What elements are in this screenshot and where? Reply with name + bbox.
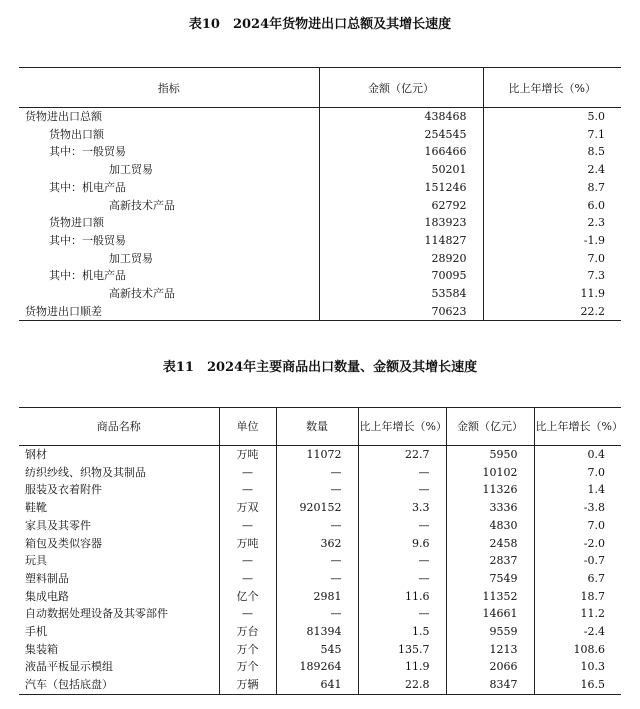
growth-cell: -1.9 (483, 232, 621, 250)
product-name-cell: 玩具 (25, 554, 47, 568)
quantity-cell: 2981 (276, 588, 358, 606)
indicator-cell: 其中：机电产品 (49, 180, 126, 194)
amount-growth-cell: 7.0 (534, 464, 621, 482)
table-row (19, 214, 621, 232)
quantity-growth-cell: 135.7 (358, 641, 446, 659)
indicator-cell: 货物进出口顺差 (25, 304, 102, 318)
table-row (19, 605, 621, 623)
quantity-cell: — (276, 605, 358, 623)
table10-header-row (19, 68, 621, 108)
amount-cell: 1213 (446, 641, 534, 659)
unit-cell: 万个 (219, 658, 276, 676)
product-name-cell: 塑料制品 (25, 571, 69, 585)
indicator-cell: 加工贸易 (109, 163, 153, 177)
table-row (19, 267, 621, 285)
amount-growth-cell: -2.0 (534, 535, 621, 553)
growth-cell: 2.4 (483, 161, 621, 179)
quantity-growth-cell: — (358, 552, 446, 570)
indicator-cell: 货物进口额 (49, 216, 104, 230)
amount-cell: 2066 (446, 658, 534, 676)
quantity-growth-cell: 22.7 (358, 446, 446, 464)
indicator-cell: 其中：一般贸易 (49, 145, 126, 159)
quantity-growth-cell: 1.5 (358, 623, 446, 641)
quantity-growth-cell: — (358, 481, 446, 499)
product-name-cell: 钢材 (25, 448, 47, 461)
quantity-cell: — (276, 570, 358, 588)
header-product-name: 商品名称 (19, 408, 219, 446)
amount-cell: 11352 (446, 588, 534, 606)
table-row (19, 623, 621, 641)
quantity-cell: 362 (276, 535, 358, 553)
quantity-growth-cell: — (358, 570, 446, 588)
header-indicator: 指标 (19, 68, 319, 108)
amount-growth-cell: 108.6 (534, 641, 621, 659)
unit-cell: 万双 (219, 499, 276, 517)
unit-cell: — (219, 481, 276, 499)
amount-cell: 9559 (446, 623, 534, 641)
quantity-growth-cell: — (358, 517, 446, 535)
table-row (19, 464, 621, 482)
table11-header-row (19, 408, 621, 446)
table-row (19, 676, 621, 694)
indicator-cell: 高新技术产品 (109, 287, 175, 301)
amount-growth-cell: 1.4 (534, 481, 621, 499)
unit-cell: — (219, 570, 276, 588)
quantity-cell: 81394 (276, 623, 358, 641)
growth-cell: 5.0 (483, 108, 621, 126)
header-quantity: 数量 (276, 408, 358, 446)
amount-growth-cell: 16.5 (534, 676, 621, 694)
quantity-cell: 920152 (276, 499, 358, 517)
header-amount-growth: 比上年增长（%） (534, 408, 621, 446)
quantity-cell: 189264 (276, 658, 358, 676)
amount-cell: 4830 (446, 517, 534, 535)
amount-growth-cell: 18.7 (534, 588, 621, 606)
amount-growth-cell: 7.0 (534, 517, 621, 535)
amount-cell: 183923 (319, 214, 483, 232)
amount-growth-cell: -0.7 (534, 552, 621, 570)
growth-cell: 7.1 (483, 126, 621, 144)
product-name-cell: 纺织纱线、织物及其制品 (25, 465, 146, 479)
unit-cell: — (219, 464, 276, 482)
table-row (19, 179, 621, 197)
indicator-cell: 其中：一般贸易 (49, 233, 126, 247)
unit-cell: 万个 (219, 641, 276, 659)
quantity-growth-cell: 11.9 (358, 658, 446, 676)
table-row (19, 250, 621, 268)
table-row (19, 552, 621, 570)
quantity-cell: — (276, 464, 358, 482)
amount-cell: 438468 (319, 108, 483, 126)
quantity-cell: 641 (276, 676, 358, 694)
unit-cell: 亿个 (219, 588, 276, 606)
growth-cell: 6.0 (483, 197, 621, 215)
table11 (19, 407, 621, 695)
product-name-cell: 汽车（包括底盘） (25, 678, 113, 692)
growth-cell: 7.3 (483, 267, 621, 285)
unit-cell: 万辆 (219, 676, 276, 694)
table-row (19, 161, 621, 179)
amount-cell: 2458 (446, 535, 534, 553)
indicator-cell: 货物出口额 (49, 127, 104, 141)
growth-cell: 8.5 (483, 143, 621, 161)
amount-cell: 70095 (319, 267, 483, 285)
header-growth: 比上年增长（%） (483, 68, 621, 108)
table-row (19, 232, 621, 250)
table-row (19, 535, 621, 553)
amount-growth-cell: -3.8 (534, 499, 621, 517)
table-row (19, 126, 621, 144)
table-row (19, 446, 621, 464)
amount-cell: 10102 (446, 464, 534, 482)
table-row (19, 285, 621, 303)
product-name-cell: 手机 (25, 625, 47, 639)
amount-cell: 5950 (446, 446, 534, 464)
table10-title: 表10 2024年货物进出口总额及其增长速度 (188, 17, 452, 32)
amount-cell: 166466 (319, 143, 483, 161)
amount-cell: 53584 (319, 285, 483, 303)
product-name-cell: 集成电路 (25, 589, 69, 603)
quantity-growth-cell: 9.6 (358, 535, 446, 553)
table-row (19, 517, 621, 535)
quantity-growth-cell: — (358, 605, 446, 623)
product-name-cell: 家具及其零件 (25, 518, 91, 532)
table-row (19, 303, 621, 321)
table-row (19, 108, 621, 126)
unit-cell: 万吨 (219, 446, 276, 464)
quantity-growth-cell: — (358, 464, 446, 482)
amount-cell: 3336 (446, 499, 534, 517)
amount-cell: 14661 (446, 605, 534, 623)
indicator-cell: 高新技术产品 (109, 198, 175, 212)
growth-cell: 7.0 (483, 250, 621, 268)
table-row (19, 641, 621, 659)
unit-cell: — (219, 517, 276, 535)
growth-cell: 11.9 (483, 285, 621, 303)
amount-growth-cell: 0.4 (534, 446, 621, 464)
amount-cell: 7549 (446, 570, 534, 588)
product-name-cell: 液晶平板显示模组 (25, 660, 113, 674)
table-row (19, 658, 621, 676)
quantity-cell: 11072 (276, 446, 358, 464)
header-unit: 单位 (219, 408, 276, 446)
amount-cell: 70623 (319, 303, 483, 321)
quantity-cell: — (276, 481, 358, 499)
table-row (19, 588, 621, 606)
quantity-growth-cell: 22.8 (358, 676, 446, 694)
unit-cell: — (219, 605, 276, 623)
table-row (19, 499, 621, 517)
table-row (19, 143, 621, 161)
amount-growth-cell: 6.7 (534, 570, 621, 588)
amount-cell: 28920 (319, 250, 483, 268)
quantity-cell: — (276, 517, 358, 535)
quantity-growth-cell: 3.3 (358, 499, 446, 517)
amount-cell: 151246 (319, 179, 483, 197)
header-amount: 金额（亿元） (446, 408, 534, 446)
indicator-cell: 其中：机电产品 (49, 269, 126, 283)
header-amount: 金额（亿元） (319, 68, 483, 108)
product-name-cell: 服装及衣着附件 (25, 483, 102, 497)
table-row (19, 197, 621, 215)
amount-growth-cell: -2.4 (534, 623, 621, 641)
indicator-cell: 加工贸易 (109, 251, 153, 265)
product-name-cell: 箱包及类似容器 (25, 536, 102, 550)
table-row (19, 481, 621, 499)
amount-cell: 62792 (319, 197, 483, 215)
unit-cell: 万台 (219, 623, 276, 641)
product-name-cell: 集装箱 (25, 642, 58, 656)
unit-cell: 万吨 (219, 535, 276, 553)
growth-cell: 22.2 (483, 303, 621, 321)
product-name-cell: 鞋靴 (25, 501, 47, 515)
growth-cell: 2.3 (483, 214, 621, 232)
growth-cell: 8.7 (483, 179, 621, 197)
table-row (19, 570, 621, 588)
quantity-growth-cell: 11.6 (358, 588, 446, 606)
amount-growth-cell: 11.2 (534, 605, 621, 623)
amount-cell: 2837 (446, 552, 534, 570)
amount-cell: 254545 (319, 126, 483, 144)
header-quantity-growth: 比上年增长（%） (358, 408, 446, 446)
unit-cell: — (219, 552, 276, 570)
product-name-cell: 自动数据处理设备及其零部件 (25, 607, 168, 621)
table10 (19, 67, 621, 321)
indicator-cell: 货物进出口总额 (25, 110, 102, 123)
amount-cell: 8347 (446, 676, 534, 694)
amount-cell: 114827 (319, 232, 483, 250)
amount-cell: 11326 (446, 481, 534, 499)
amount-cell: 50201 (319, 161, 483, 179)
quantity-cell: 545 (276, 641, 358, 659)
amount-growth-cell: 10.3 (534, 658, 621, 676)
quantity-cell: — (276, 552, 358, 570)
table11-title: 表11 2024年主要商品出口数量、金额及其增长速度 (162, 360, 478, 375)
